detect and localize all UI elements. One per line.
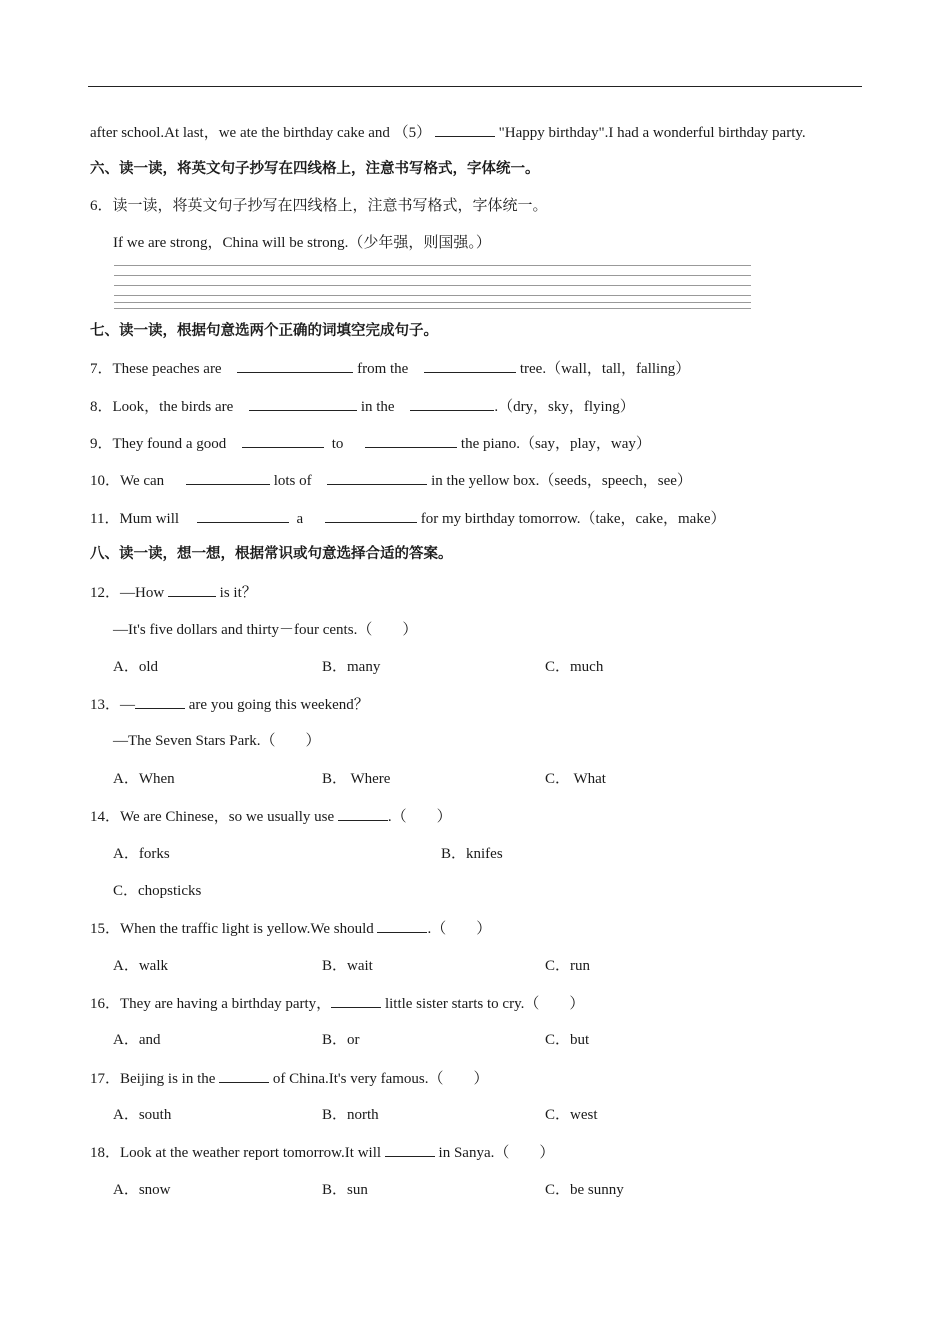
passage-text: after school.At last，we ate the birthday cake and （5） (90, 125, 432, 141)
option-b[interactable]: B．wait (322, 958, 373, 974)
option-b[interactable]: B．sun (322, 1182, 368, 1198)
section-8-heading: 八、读一读，想一想，根据常识或句意选择合适的答案。 (90, 546, 453, 562)
answer-blank[interactable] (385, 1142, 435, 1157)
answer-blank[interactable] (219, 1068, 269, 1083)
option-c[interactable]: C．chopsticks (113, 883, 202, 899)
option-b[interactable]: B．many (322, 659, 381, 675)
question-15: 15．When the traffic light is yellow.We should .（ ） (90, 918, 491, 939)
section-6-heading: 六、读一读，将英文句子抄写在四线格上，注意书写格式，字体统一。 (90, 161, 540, 177)
grid-line (114, 265, 751, 266)
option-b[interactable]: B．or (322, 1032, 360, 1048)
answer-blank[interactable] (331, 993, 381, 1008)
question-12-reply: —It's five dollars and thirty－four cents.（ ） (113, 622, 418, 638)
grid-line (114, 308, 751, 309)
question-13-reply: —The Seven Stars Park.（ ） (113, 733, 321, 749)
answer-blank[interactable] (242, 433, 324, 448)
answer-blank[interactable] (327, 470, 427, 485)
option-c[interactable]: C． What (545, 771, 606, 787)
grid-line (114, 275, 751, 276)
grid-line (114, 302, 751, 303)
copy-sentence: If we are strong，China will be strong.（少年强，则国强。） (113, 235, 491, 251)
answer-blank[interactable] (197, 508, 289, 523)
question-17: 17．Beijing is in the of China.It's very famous.（ ） (90, 1068, 489, 1089)
grid-line (114, 295, 751, 296)
answer-blank[interactable] (338, 806, 388, 821)
option-c[interactable]: C．run (545, 958, 591, 974)
question-16: 16．They are having a birthday party， little sister starts to cry.（ ） (90, 993, 584, 1014)
option-a[interactable]: A．walk (113, 958, 168, 974)
answer-blank[interactable] (249, 396, 357, 411)
option-a[interactable]: A．forks (113, 846, 170, 862)
answer-blank[interactable] (237, 358, 353, 373)
option-c[interactable]: C．much (545, 659, 604, 675)
option-b[interactable]: B．north (322, 1107, 379, 1123)
question-8: 8．Look，the birds are in the .（dry，sky，flying） (90, 396, 635, 417)
answer-blank[interactable] (410, 396, 494, 411)
answer-blank[interactable] (186, 470, 270, 485)
passage-end-line (90, 122, 806, 143)
question-6: 6．读一读，将英文句子抄写在四线格上，注意书写格式，字体统一。 (90, 198, 548, 214)
answer-blank[interactable] (365, 433, 457, 448)
question-11: 11．Mum will a for my birthday tomorrow.（take，cake，make） (90, 508, 726, 529)
option-a[interactable]: A．snow (113, 1182, 171, 1198)
question-10: 10．We can lots of in the yellow box.（seeds，speech，see） (90, 470, 692, 491)
question-7: 7．These peaches are from the tree.（wall，tall，falling） (90, 358, 690, 379)
question-13: 13．— are you going this weekend？ (90, 694, 369, 715)
option-c[interactable]: C．be sunny (545, 1182, 624, 1198)
answer-blank[interactable] (377, 918, 427, 933)
question-12: 12．—How is it？ (90, 582, 257, 603)
option-a[interactable]: A．When (113, 771, 175, 787)
option-c[interactable]: C．but (545, 1032, 590, 1048)
option-a[interactable]: A．old (113, 659, 159, 675)
question-14: 14．We are Chinese，so we usually use .（ ） (90, 806, 452, 827)
header-rule (88, 86, 862, 87)
option-c[interactable]: C．west (545, 1107, 598, 1123)
question-18: 18．Look at the weather report tomorrow.It will in Sanya.（ ） (90, 1142, 554, 1163)
four-line-grid[interactable] (114, 265, 751, 309)
grid-line (114, 285, 751, 286)
option-a[interactable]: A．and (113, 1032, 161, 1048)
passage-text: "Happy birthday".I had a wonderful birthday party. (498, 125, 806, 141)
option-b[interactable]: B．knifes (441, 846, 503, 862)
option-a[interactable]: A．south (113, 1107, 172, 1123)
question-9: 9．They found a good to the piano.（say，play，way） (90, 433, 651, 454)
answer-blank[interactable] (168, 582, 216, 597)
answer-blank[interactable] (325, 508, 417, 523)
answer-blank-5[interactable] (435, 122, 495, 137)
section-7-heading: 七、读一读，根据句意选两个正确的词填空完成句子。 (90, 323, 438, 339)
option-b[interactable]: B． Where (322, 771, 391, 787)
answer-blank[interactable] (424, 358, 516, 373)
answer-blank[interactable] (135, 694, 185, 709)
